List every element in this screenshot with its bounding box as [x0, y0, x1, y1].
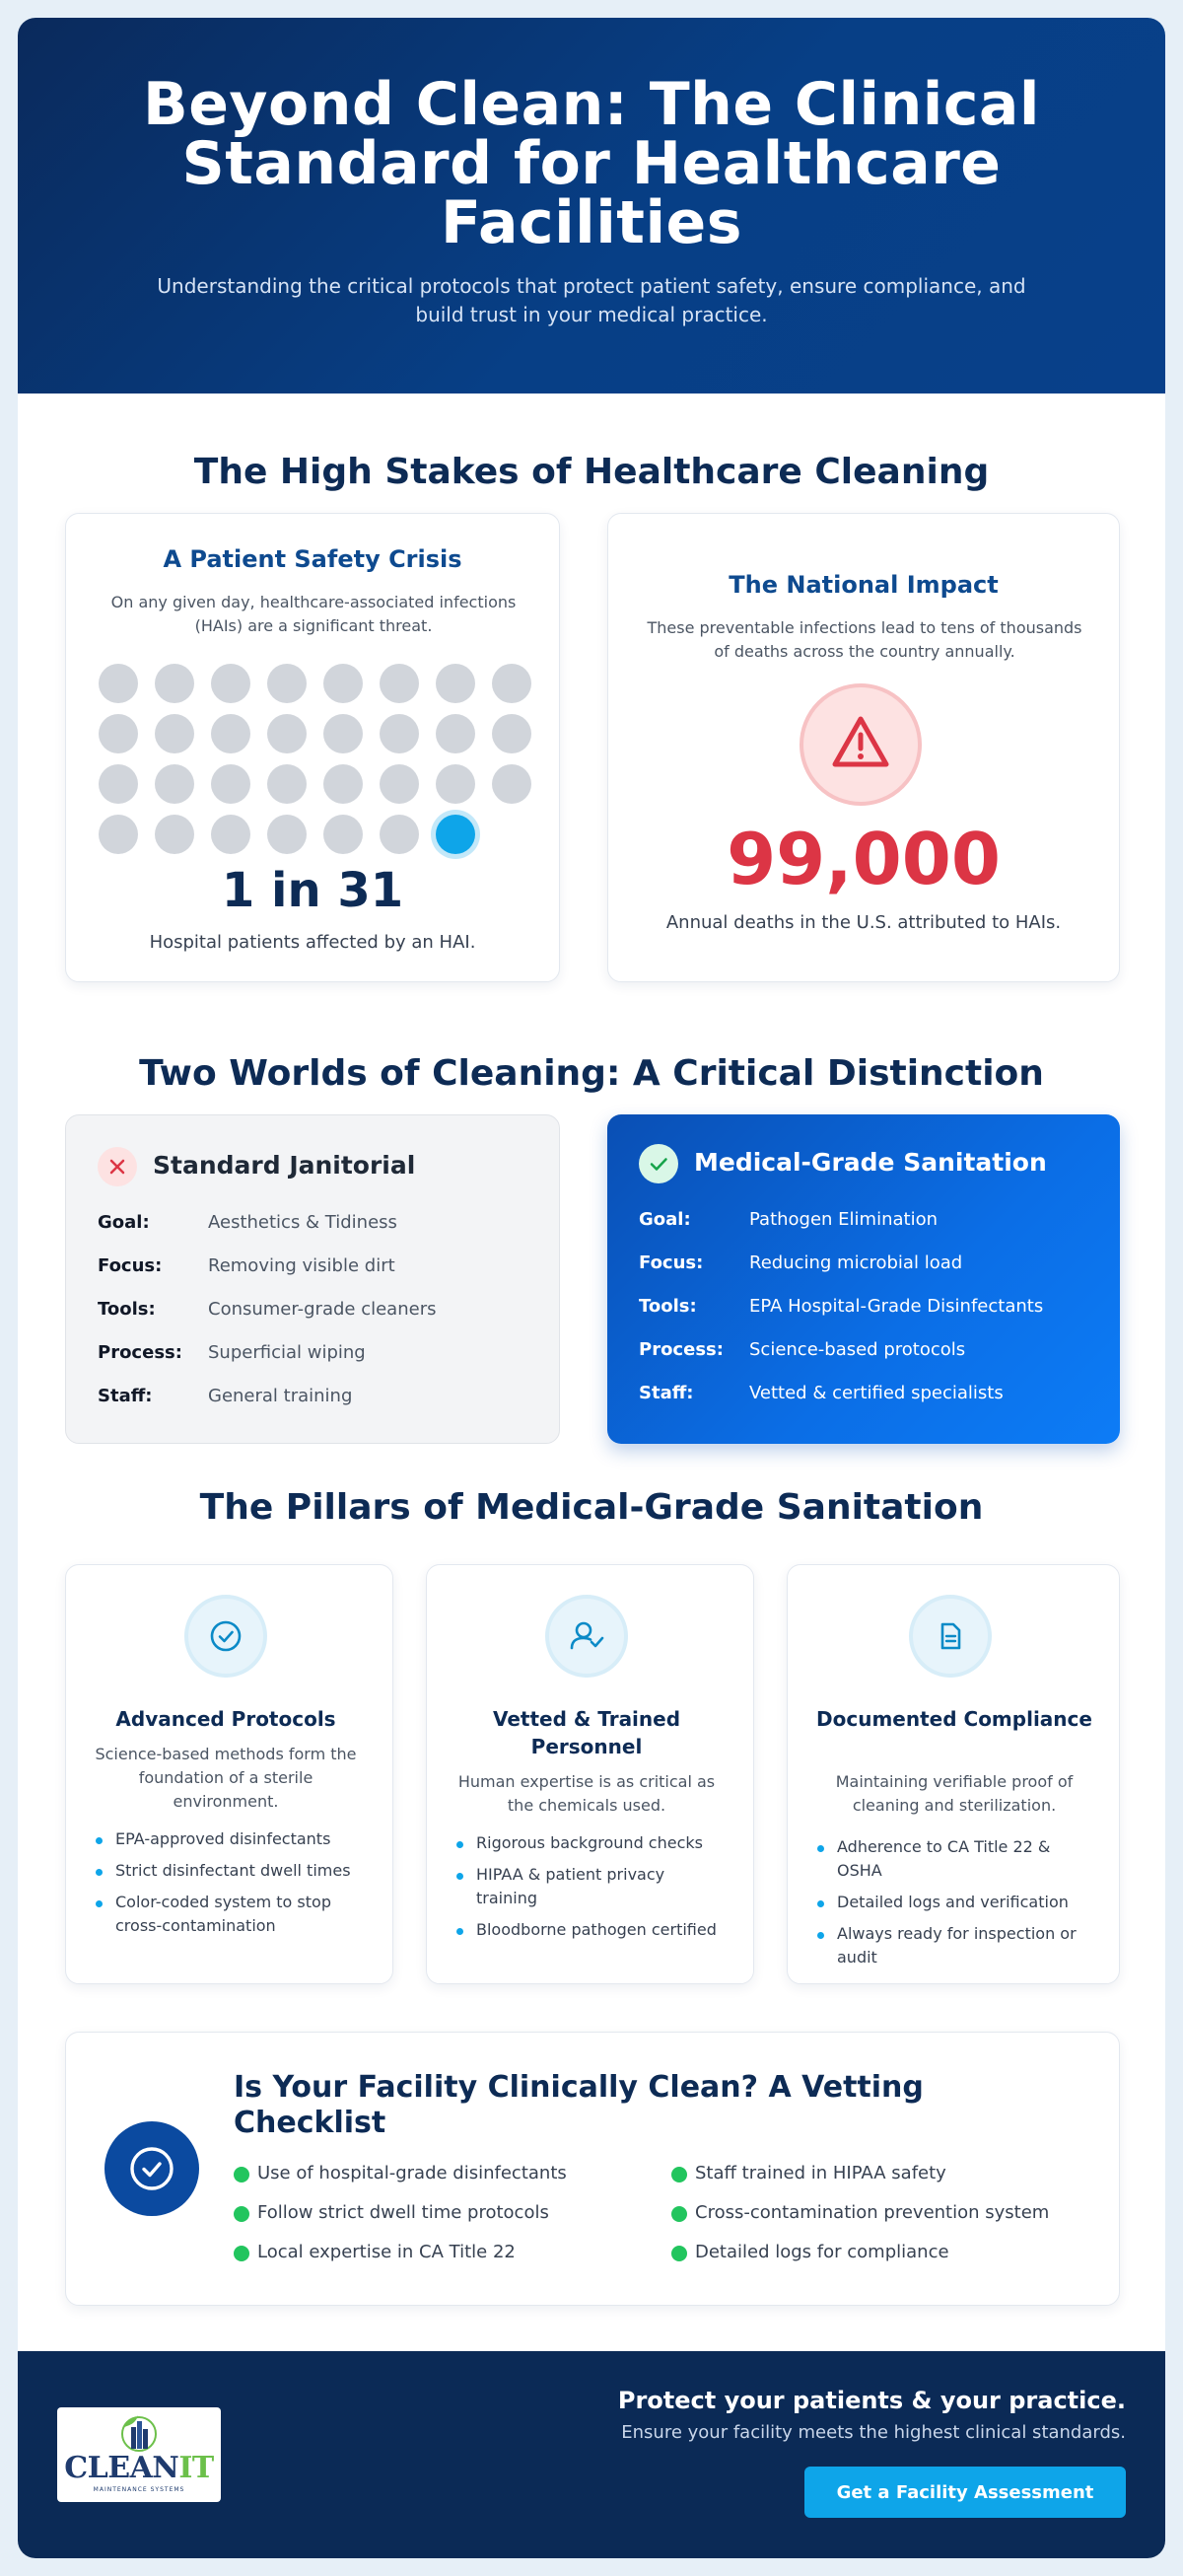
- list-item: Bloodborne pathogen certified: [456, 1918, 723, 1942]
- patient-dot: [99, 664, 138, 703]
- pillar-subtitle: Maintaining verifiable proof of cleaning and sterilization.: [835, 1772, 1074, 1815]
- list-item: Strict disinfectant dwell times: [96, 1859, 362, 1883]
- patient-dot: [323, 815, 363, 854]
- row-value: Superficial wiping: [208, 1342, 366, 1363]
- pillar-title: Vetted & Trained Personnel: [492, 1707, 681, 1758]
- patient-dot: [380, 815, 419, 854]
- patient-dot: [155, 764, 194, 804]
- list-item: Adherence to CA Title 22 & OSHA: [817, 1835, 1089, 1883]
- green-check-icon: [671, 2246, 687, 2261]
- checklist-item: Follow strict dwell time protocols: [234, 2202, 549, 2223]
- green-check-icon: [671, 2206, 687, 2222]
- patient-dot: [211, 764, 250, 804]
- patient-dot: [323, 764, 363, 804]
- patient-dot: [99, 815, 138, 854]
- row-value: General training: [208, 1386, 353, 1406]
- patient-dot: [436, 664, 475, 703]
- green-check-icon: [234, 2206, 249, 2222]
- logo-tagline: MAINTENANCE SYSTEMS: [93, 2486, 185, 2493]
- infographic-page: [18, 18, 1165, 2558]
- hero-title: Beyond Clean: The Clinical Standard for Healthcare Facilities: [143, 70, 1040, 257]
- row-label: Staff:: [639, 1383, 694, 1403]
- patient-dot: [267, 764, 307, 804]
- checklist-item: Use of hospital-grade disinfectants: [234, 2163, 567, 2183]
- row-value: Science-based protocols: [749, 1339, 966, 1360]
- footer-subtitle: Ensure your facility meets the highest clinical standards.: [621, 2422, 1126, 2443]
- checklist-title: Is Your Facility Clinically Clean? A Vetting Checklist: [234, 2070, 924, 2140]
- pillar-subtitle: Science-based methods form the foundation of a sterile environment.: [95, 1745, 357, 1811]
- row-label: Tools:: [639, 1296, 697, 1317]
- hero-subtitle: Understanding the critical protocols that protect patient safety, ensure compliance, and build trust in your medical practice.: [157, 274, 1026, 326]
- pillar-bullets: [456, 1831, 723, 1950]
- list-item: HIPAA & patient privacy training: [456, 1863, 723, 1910]
- crisis-title: A Patient Safety Crisis: [163, 545, 462, 573]
- list-item: Detailed logs and verification: [817, 1891, 1089, 1914]
- compare-title: Two Worlds of Cleaning: A Critical Distinction: [139, 1053, 1044, 1094]
- patient-dot: [323, 664, 363, 703]
- facility-assessment-button[interactable]: Get a Facility Assessment: [804, 2467, 1126, 2518]
- patient-dot: [323, 714, 363, 753]
- pillar-card-personnel: [426, 1564, 754, 1984]
- impact-title: The National Impact: [729, 571, 999, 599]
- row-value: Aesthetics & Tidiness: [208, 1212, 397, 1233]
- row-label: Goal:: [639, 1209, 691, 1230]
- row-label: Goal:: [98, 1212, 150, 1233]
- row-label: Focus:: [639, 1252, 704, 1273]
- standard-janitorial-card: [65, 1114, 560, 1444]
- vetting-checklist-card: [65, 2032, 1120, 2306]
- list-item: Rigorous background checks: [456, 1831, 723, 1855]
- patient-dot: [211, 714, 250, 753]
- pillar-title: Documented Compliance: [816, 1707, 1092, 1731]
- building-leaf-icon: [114, 2413, 164, 2453]
- crisis-stat: 1 in 31: [221, 863, 404, 918]
- patient-dot: [267, 714, 307, 753]
- green-check-icon: [234, 2246, 249, 2261]
- warning-triangle-icon: [800, 683, 922, 806]
- footer-cta: [18, 2351, 1165, 2558]
- row-value: Pathogen Elimination: [749, 1209, 939, 1230]
- list-item: EPA-approved disinfectants: [96, 1827, 362, 1851]
- pillar-card-compliance: [787, 1564, 1120, 1984]
- checklist-item: Cross-contamination prevention system: [671, 2202, 1049, 2223]
- row-label: Focus:: [98, 1255, 163, 1276]
- row-label: Process:: [639, 1339, 724, 1360]
- impact-subtitle: These preventable infections lead to tens of thousands of deaths across the country annually.: [647, 618, 1082, 661]
- row-value: Reducing microbial load: [749, 1252, 963, 1273]
- hero-banner: [18, 18, 1165, 394]
- medical-title: Medical-Grade Sanitation: [694, 1148, 1047, 1177]
- standard-title: Standard Janitorial: [153, 1151, 416, 1180]
- patient-dot: [492, 764, 531, 804]
- x-icon: [98, 1147, 137, 1186]
- pillar-subtitle: Human expertise is as critical as the chemicals used.: [457, 1772, 716, 1815]
- patient-dot: [155, 664, 194, 703]
- user-check-icon: [545, 1595, 628, 1678]
- logo-wordmark: CLEANIT: [64, 2451, 214, 2485]
- row-label: Staff:: [98, 1386, 153, 1406]
- list-item: Always ready for inspection or audit: [817, 1922, 1089, 1969]
- row-label: Process:: [98, 1342, 182, 1363]
- green-check-icon: [234, 2167, 249, 2182]
- check-icon: [639, 1144, 678, 1183]
- crisis-caption: Hospital patients affected by an HAI.: [149, 932, 476, 953]
- patient-dot: [436, 764, 475, 804]
- pillar-bullets: [817, 1835, 1089, 1977]
- medical-grade-card: [607, 1114, 1120, 1444]
- pillars-title: The Pillars of Medical-Grade Sanitation: [199, 1487, 984, 1528]
- green-check-icon: [671, 2167, 687, 2182]
- stakes-title: The High Stakes of Healthcare Cleaning: [193, 452, 990, 492]
- impact-caption: Annual deaths in the U.S. attributed to HAIs.: [665, 912, 1062, 933]
- patient-dot: [155, 815, 194, 854]
- patient-dot: [99, 764, 138, 804]
- document-icon: [909, 1595, 992, 1678]
- row-value: Consumer-grade cleaners: [208, 1299, 437, 1320]
- patient-dot: [99, 714, 138, 753]
- affected-patient-dot: [436, 815, 475, 854]
- patient-dot: [380, 714, 419, 753]
- checklist-item: Staff trained in HIPAA safety: [671, 2163, 946, 2183]
- footer-title: Protect your patients & your practice.: [617, 2387, 1126, 2414]
- checklist-item: Local expertise in CA Title 22: [234, 2242, 516, 2262]
- checklist-item: Detailed logs for compliance: [671, 2242, 949, 2262]
- pillar-title: Advanced Protocols: [115, 1707, 336, 1731]
- patient-dot: [267, 815, 307, 854]
- row-label: Tools:: [98, 1299, 156, 1320]
- crisis-subtitle: On any given day, healthcare-associated infections (HAIs) are a significant threat.: [110, 593, 517, 635]
- row-value: Vetted & certified specialists: [749, 1383, 1004, 1403]
- pillar-card-protocols: [65, 1564, 393, 1984]
- patient-dot: [155, 714, 194, 753]
- patient-dot: [380, 664, 419, 703]
- row-value: EPA Hospital-Grade Disinfectants: [749, 1296, 1044, 1317]
- cleanit-logo: [57, 2407, 221, 2502]
- patient-dot: [492, 714, 531, 753]
- patient-dot: [211, 664, 250, 703]
- impact-card: [607, 513, 1120, 982]
- patient-dot: [380, 764, 419, 804]
- impact-stat: 99,000: [727, 818, 1001, 900]
- patient-dot: [492, 664, 531, 703]
- crisis-card: [65, 513, 560, 982]
- check-circle-icon: [184, 1595, 267, 1678]
- list-item: Color-coded system to stop cross-contamination: [96, 1891, 362, 1938]
- row-value: Removing visible dirt: [208, 1255, 395, 1276]
- patient-dot: [436, 714, 475, 753]
- pillar-bullets: [96, 1827, 362, 1946]
- patient-dot: [211, 815, 250, 854]
- patient-dot: [267, 664, 307, 703]
- check-circle-icon: [104, 2121, 199, 2216]
